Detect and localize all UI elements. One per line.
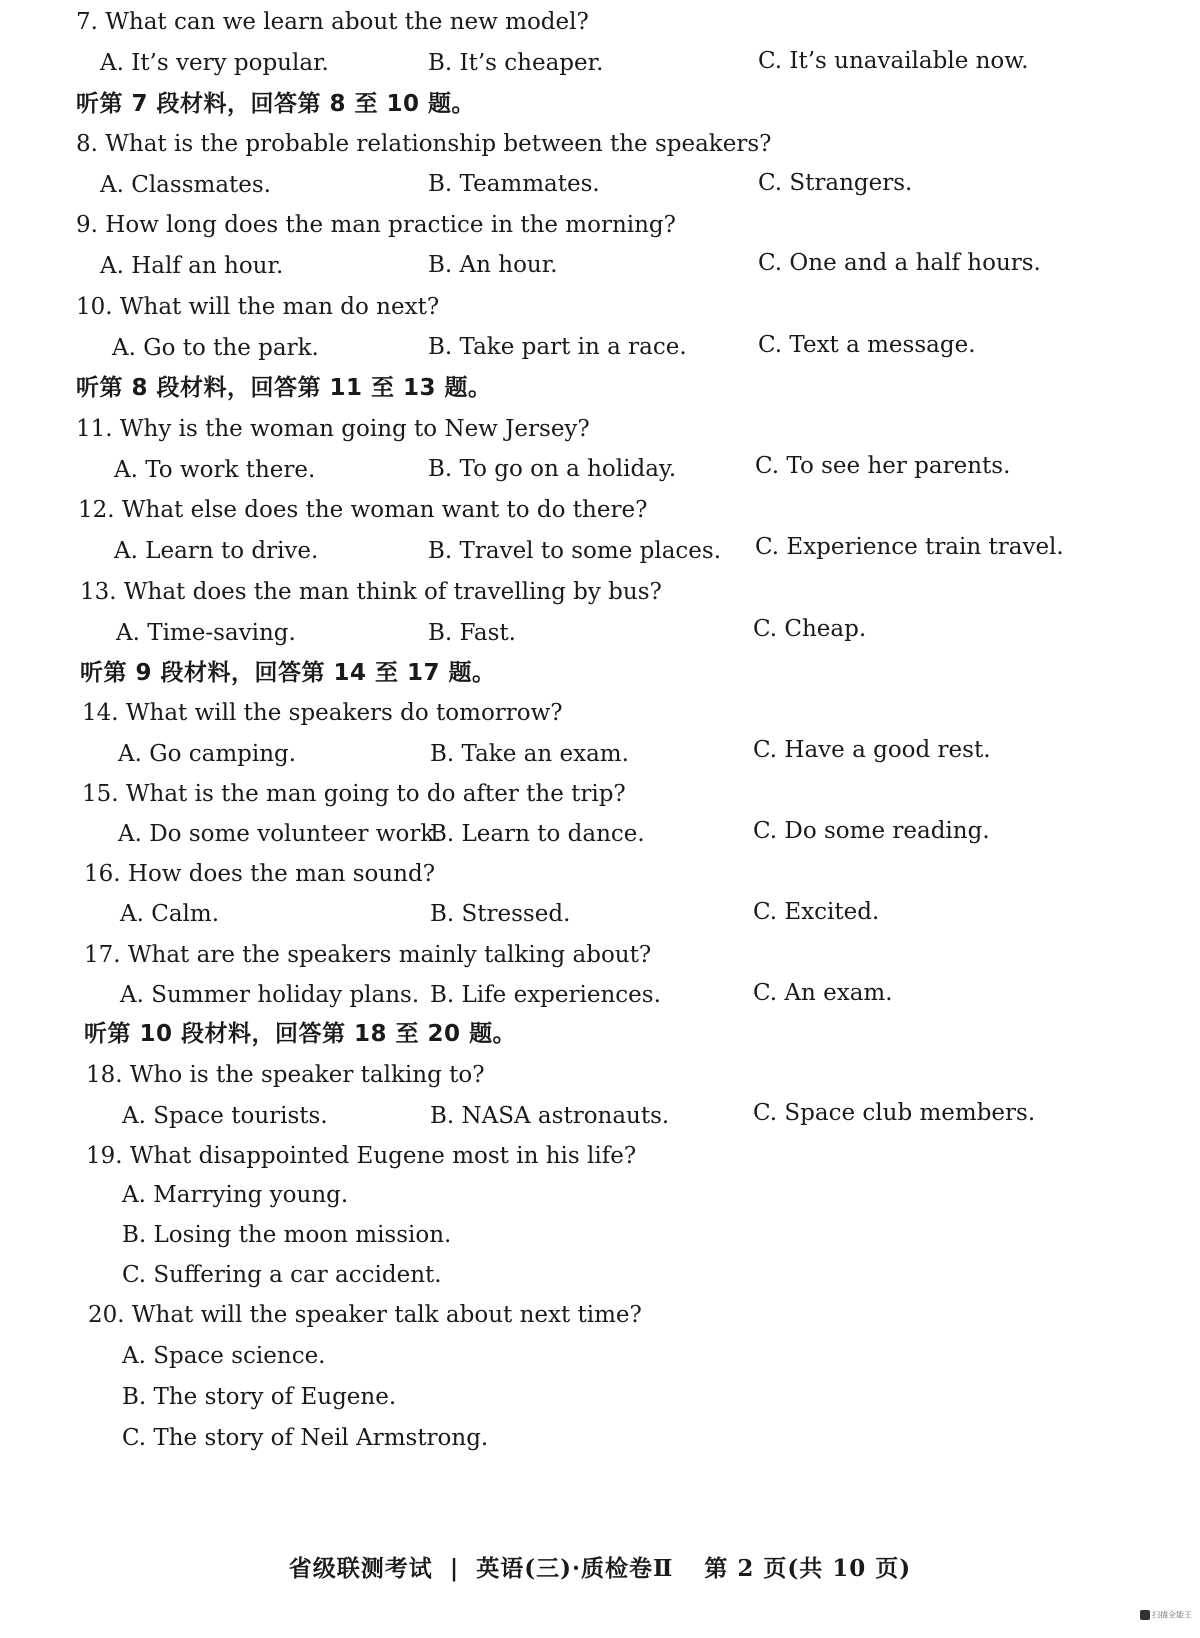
scanner-logo-icon <box>1140 1610 1150 1620</box>
question-16: 16. How does the man sound? <box>84 861 436 887</box>
footer-subject: 英语(三)·质检卷Ⅱ <box>476 1555 674 1582</box>
page-footer <box>0 1555 1200 1583</box>
q14-option-b: B. Take an exam. <box>430 741 629 767</box>
question-9: 9. How long does the man practice in the morning? <box>76 212 676 238</box>
q8-option-a: A. Classmates. <box>100 172 271 198</box>
question-17: 17. What are the speakers mainly talking about? <box>84 942 652 968</box>
section-9-heading: 听第 9 段材料，回答第 14 至 17 题。 <box>80 660 496 686</box>
footer-page-number: 第 2 页(共 10 页) <box>704 1555 912 1582</box>
q17-option-c: C. An exam. <box>753 980 893 1006</box>
q19-option-b: B. Losing the moon mission. <box>122 1222 452 1248</box>
q9-option-c: C. One and a half hours. <box>758 250 1041 276</box>
q15-option-b: B. Learn to dance. <box>430 821 645 847</box>
scanner-watermark <box>1140 1610 1196 1634</box>
q20-option-c: C. The story of Neil Armstrong. <box>122 1425 489 1451</box>
q13-option-a: A. Time-saving. <box>116 620 296 646</box>
q20-option-a: A. Space science. <box>122 1343 326 1369</box>
q17-option-b: B. Life experiences. <box>430 982 661 1008</box>
q15-option-a: A. Do some volunteer work. <box>118 821 442 847</box>
q12-option-b: B. Travel to some places. <box>428 538 722 564</box>
q18-option-c: C. Space club members. <box>753 1100 1036 1126</box>
q7-option-a: A. It’s very popular. <box>100 50 329 76</box>
q15-option-c: C. Do some reading. <box>753 818 990 844</box>
q14-option-c: C. Have a good rest. <box>753 737 991 763</box>
q12-option-c: C. Experience train travel. <box>755 534 1064 560</box>
section-10-heading: 听第 10 段材料，回答第 18 至 20 题。 <box>84 1021 517 1047</box>
q16-option-c: C. Excited. <box>753 899 880 925</box>
q11-option-b: B. To go on a holiday. <box>428 456 677 482</box>
scanner-watermark-text: 扫描全能王 <box>1152 1610 1192 1620</box>
q19-option-a: A. Marrying young. <box>122 1182 349 1208</box>
q10-option-c: C. Text a message. <box>758 332 976 358</box>
q12-option-a: A. Learn to drive. <box>114 538 319 564</box>
question-18: 18. Who is the speaker talking to? <box>86 1062 485 1088</box>
q18-option-a: A. Space tourists. <box>122 1103 328 1129</box>
question-8: 8. What is the probable relationship between the speakers? <box>76 131 772 157</box>
q9-option-b: B. An hour. <box>428 252 558 278</box>
question-20: 20. What will the speaker talk about next time? <box>88 1302 642 1328</box>
question-12: 12. What else does the woman want to do there? <box>78 497 648 523</box>
q18-option-b: B. NASA astronauts. <box>430 1103 670 1129</box>
q13-option-c: C. Cheap. <box>753 616 867 642</box>
q7-option-b: B. It’s cheaper. <box>428 50 604 76</box>
q8-option-c: C. Strangers. <box>758 170 913 196</box>
q14-option-a: A. Go camping. <box>118 741 297 767</box>
q8-option-b: B. Teammates. <box>428 171 600 197</box>
q19-option-c: C. Suffering a car accident. <box>122 1262 442 1288</box>
question-10: 10. What will the man do next? <box>76 294 440 320</box>
question-19: 19. What disappointed Eugene most in his life? <box>86 1143 637 1169</box>
question-15: 15. What is the man going to do after the trip? <box>82 781 626 807</box>
question-7: 7. What can we learn about the new model? <box>76 9 589 35</box>
q10-option-a: A. Go to the park. <box>112 335 319 361</box>
footer-exam-name: 省级联测考试 <box>288 1555 433 1582</box>
q10-option-b: B. Take part in a race. <box>428 334 687 360</box>
q7-option-c: C. It’s unavailable now. <box>758 48 1029 74</box>
q13-option-b: B. Fast. <box>428 620 516 646</box>
q16-option-b: B. Stressed. <box>430 901 571 927</box>
q11-option-a: A. To work there. <box>114 457 316 483</box>
q16-option-a: A. Calm. <box>120 901 220 927</box>
q17-option-a: A. Summer holiday plans. <box>120 982 420 1008</box>
q9-option-a: A. Half an hour. <box>100 253 284 279</box>
q11-option-c: C. To see her parents. <box>755 453 1011 479</box>
footer-divider: | <box>449 1555 460 1582</box>
question-13: 13. What does the man think of travelling by bus? <box>80 579 662 605</box>
section-8-heading: 听第 8 段材料，回答第 11 至 13 题。 <box>76 375 492 401</box>
section-7-heading: 听第 7 段材料，回答第 8 至 10 题。 <box>76 91 476 117</box>
question-14: 14. What will the speakers do tomorrow? <box>82 700 563 726</box>
question-11: 11. Why is the woman going to New Jersey? <box>76 416 590 442</box>
q20-option-b: B. The story of Eugene. <box>122 1384 397 1410</box>
